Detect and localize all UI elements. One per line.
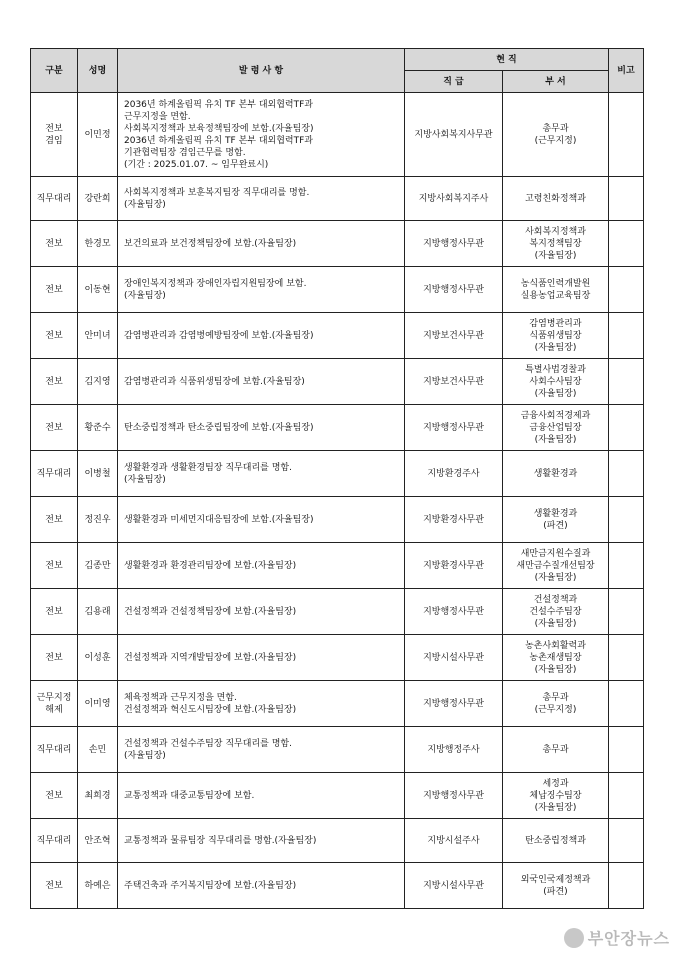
table-row	[31, 543, 644, 589]
table-row	[31, 681, 644, 727]
cell-category: 근무지정 해제	[31, 681, 78, 727]
watermark	[564, 926, 670, 949]
cell-grade: 지방행정사무관	[405, 405, 503, 451]
cell-note	[609, 773, 644, 819]
cell-name: 황준수	[78, 405, 118, 451]
cell-name: 이동현	[78, 267, 118, 313]
cell-category: 전보	[31, 863, 78, 909]
cell-dept: 사회복지정책과 복지정책팀장 (자율팀장)	[503, 221, 609, 267]
cell-name: 김종만	[78, 543, 118, 589]
table-row	[31, 589, 644, 635]
table-row	[31, 635, 644, 681]
cell-order: 감염병관리과 식품위생팀장에 보함.(자율팀장)	[118, 359, 405, 405]
cell-order: 건설정책과 지역개발팀장에 보함.(자율팀장)	[118, 635, 405, 681]
table-row	[31, 451, 644, 497]
cell-name: 안조혁	[78, 819, 118, 863]
cell-dept: 새만금지원수질과 새만금수질개선팀장 (자율팀장)	[503, 543, 609, 589]
cell-note	[609, 405, 644, 451]
cell-category: 전보	[31, 497, 78, 543]
cell-order: 탄소중립정책과 탄소중립팀장에 보함.(자율팀장)	[118, 405, 405, 451]
cell-category: 전보	[31, 773, 78, 819]
cell-name: 손민	[78, 727, 118, 773]
cell-note	[609, 635, 644, 681]
cell-dept: 감염병관리과 식품위생팀장 (자율팀장)	[503, 313, 609, 359]
header-dept: 부 서	[503, 71, 609, 93]
table-row	[31, 93, 644, 177]
cell-category: 직무대리	[31, 451, 78, 497]
cell-grade: 지방행정사무관	[405, 589, 503, 635]
cell-grade: 지방시설주사	[405, 819, 503, 863]
cell-order: 교통정책과 물류팀장 직무대리를 명함.(자율팀장)	[118, 819, 405, 863]
cell-dept: 세정과 체납징수팀장 (자율팀장)	[503, 773, 609, 819]
table-row	[31, 359, 644, 405]
cell-dept: 외국인국제정책과 (파견)	[503, 863, 609, 909]
cell-order: 건설정책과 건설정책팀장에 보함.(자율팀장)	[118, 589, 405, 635]
cell-note	[609, 221, 644, 267]
cell-note	[609, 819, 644, 863]
cell-order: 2036년 하계올림픽 유치 TF 본부 대외협력TF과 근무지정을 면함. 사회복지정책과 보육정책팀장에 보함.(자율팀장) 2036년 하계올림픽 유치 TF 본부 대외협력TF과 기관협력팀장 겸임근무를 명함. (기간 : 2025.01.07. ~ 임무완료시)	[118, 93, 405, 177]
cell-grade: 지방환경주사	[405, 451, 503, 497]
cell-note	[609, 589, 644, 635]
cell-category: 전보	[31, 313, 78, 359]
logo-icon	[564, 928, 584, 948]
table-row	[31, 727, 644, 773]
cell-grade: 지방시설사무관	[405, 635, 503, 681]
cell-order: 주택건축과 주거복지팀장에 보함.(자율팀장)	[118, 863, 405, 909]
cell-note	[609, 497, 644, 543]
cell-dept: 특별사법경찰과 사회수사팀장 (자율팀장)	[503, 359, 609, 405]
table-row	[31, 405, 644, 451]
cell-name: 한경모	[78, 221, 118, 267]
cell-note	[609, 863, 644, 909]
table-row	[31, 497, 644, 543]
cell-note	[609, 177, 644, 221]
cell-order: 사회복지정책과 보훈복지팀장 직무대리를 명함. (자율팀장)	[118, 177, 405, 221]
cell-category: 전보	[31, 221, 78, 267]
header-note: 비고	[609, 49, 644, 93]
cell-dept: 총무과	[503, 727, 609, 773]
cell-name: 이미영	[78, 681, 118, 727]
header-grade: 직 급	[405, 71, 503, 93]
cell-order: 생활환경과 미세먼지대응팀장에 보함.(자율팀장)	[118, 497, 405, 543]
cell-note	[609, 681, 644, 727]
cell-order: 장애인복지정책과 장애인자립지원팀장에 보함. (자율팀장)	[118, 267, 405, 313]
cell-name: 하예은	[78, 863, 118, 909]
header-category: 구분	[31, 49, 78, 93]
cell-name: 김용래	[78, 589, 118, 635]
table-row	[31, 773, 644, 819]
cell-dept: 생활환경과 (파견)	[503, 497, 609, 543]
table-body	[31, 93, 644, 909]
cell-grade: 지방보건사무관	[405, 359, 503, 405]
cell-name: 정진우	[78, 497, 118, 543]
table-row	[31, 177, 644, 221]
cell-category: 전보	[31, 635, 78, 681]
cell-note	[609, 451, 644, 497]
cell-note	[609, 359, 644, 405]
cell-category: 전보	[31, 405, 78, 451]
cell-grade: 지방환경사무관	[405, 543, 503, 589]
cell-note	[609, 727, 644, 773]
cell-grade: 지방사회복지사무관	[405, 93, 503, 177]
header-row-1	[31, 49, 644, 71]
cell-grade: 지방시설사무관	[405, 863, 503, 909]
watermark-text: 부안장뉴스	[587, 929, 670, 948]
cell-dept: 건설정책과 건설수주팀장 (자율팀장)	[503, 589, 609, 635]
table-row	[31, 221, 644, 267]
header-order: 발 령 사 항	[118, 49, 405, 93]
cell-order: 건설정책과 건설수주팀장 직무대리를 명함. (자율팀장)	[118, 727, 405, 773]
cell-grade: 지방행정사무관	[405, 221, 503, 267]
cell-dept: 총무과 (근무지정)	[503, 93, 609, 177]
cell-dept: 농촌사회활력과 농촌재생팀장 (자율팀장)	[503, 635, 609, 681]
cell-category: 전보	[31, 589, 78, 635]
cell-category: 전보 겸임	[31, 93, 78, 177]
cell-grade: 지방행정주사	[405, 727, 503, 773]
cell-name: 김지영	[78, 359, 118, 405]
cell-dept: 탄소중립정책과	[503, 819, 609, 863]
cell-dept: 총무과 (근무지정)	[503, 681, 609, 727]
header-current: 현 직	[405, 49, 609, 71]
header-name: 성명	[78, 49, 118, 93]
personnel-table	[30, 48, 644, 909]
cell-category: 전보	[31, 359, 78, 405]
cell-dept: 금융사회적경제과 금융산업팀장 (자율팀장)	[503, 405, 609, 451]
cell-name: 이병철	[78, 451, 118, 497]
cell-order: 생활환경과 생활환경팀장 직무대리를 명함. (자율팀장)	[118, 451, 405, 497]
cell-category: 전보	[31, 267, 78, 313]
cell-name: 이성훈	[78, 635, 118, 681]
cell-order: 교통정책과 대중교통팀장에 보함.	[118, 773, 405, 819]
cell-category: 전보	[31, 543, 78, 589]
cell-order: 체육정책과 근무지정을 면함. 건설정책과 혁신도시팀장에 보함.(자율팀장)	[118, 681, 405, 727]
cell-name: 이민정	[78, 93, 118, 177]
cell-category: 직무대리	[31, 177, 78, 221]
cell-grade: 지방사회복지주사	[405, 177, 503, 221]
table-row	[31, 267, 644, 313]
cell-order: 생활환경과 환경관리팀장에 보함.(자율팀장)	[118, 543, 405, 589]
table-row	[31, 819, 644, 863]
table-row	[31, 863, 644, 909]
cell-dept: 농식품인력개발원 실용농업교육팀장	[503, 267, 609, 313]
cell-grade: 지방행정사무관	[405, 681, 503, 727]
cell-note	[609, 267, 644, 313]
cell-grade: 지방보건사무관	[405, 313, 503, 359]
cell-note	[609, 313, 644, 359]
cell-dept: 생활환경과	[503, 451, 609, 497]
cell-category: 직무대리	[31, 819, 78, 863]
cell-note	[609, 543, 644, 589]
cell-name: 최희경	[78, 773, 118, 819]
cell-name: 강란희	[78, 177, 118, 221]
cell-order: 보건의료과 보건정책팀장에 보함.(자율팀장)	[118, 221, 405, 267]
cell-note	[609, 93, 644, 177]
cell-grade: 지방환경사무관	[405, 497, 503, 543]
cell-grade: 지방행정사무관	[405, 267, 503, 313]
cell-name: 안미녀	[78, 313, 118, 359]
table-row	[31, 313, 644, 359]
cell-grade: 지방행정사무관	[405, 773, 503, 819]
cell-dept: 고령친화정책과	[503, 177, 609, 221]
cell-order: 감염병관리과 감염병예방팀장에 보함.(자율팀장)	[118, 313, 405, 359]
cell-category: 직무대리	[31, 727, 78, 773]
